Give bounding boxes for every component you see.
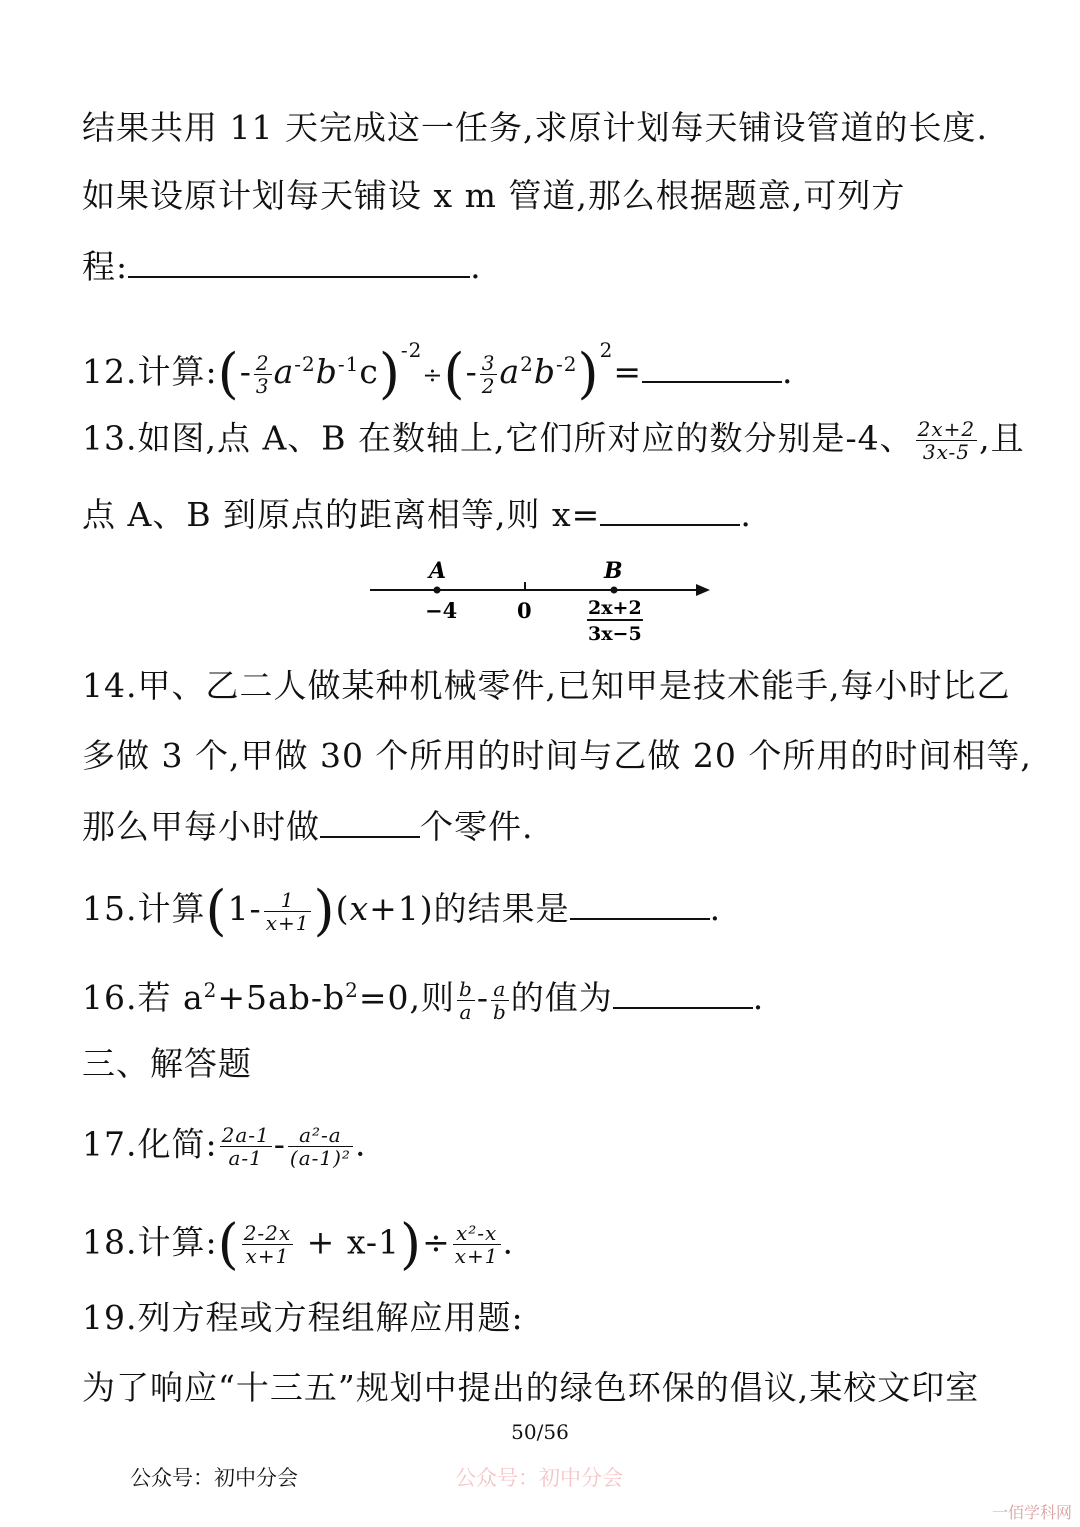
q18-frac-2: [453, 1222, 501, 1267]
question-16: 16.若 $a^2+5ab-b^2=0$,则 $\frac{b}{a}$ - $\frac{a}{b}$ 的值为 .: [82, 976, 765, 1024]
tick-label-zero: 0: [517, 598, 532, 623]
text-line-3-label: 程:: [82, 247, 129, 286]
text-line-3: 程: .: [82, 247, 482, 286]
q13-frac-den: 3x-5: [922, 440, 970, 464]
answer-blank-14: [320, 806, 420, 838]
q17-frac-2-num: a²-a: [288, 1124, 353, 1147]
q16-frac-2-num: a: [491, 978, 509, 1001]
q13b-text: 点 A、B 到原点的距离相等,则 x=: [82, 495, 601, 534]
corner-watermark: 一佰学科网: [991, 1503, 1072, 1522]
text-line-2: 如果设原计划每天铺设 x m 管道,那么根据题意,可列方: [82, 176, 906, 215]
q13-frac: [916, 418, 978, 463]
label-a: A: [429, 558, 447, 584]
q15-frac: [264, 889, 312, 934]
q12-frac-2: [480, 352, 498, 397]
point-a: [434, 587, 441, 594]
q18-frac-1-den: x+1: [245, 1244, 290, 1268]
q15-suffix: 的结果是: [433, 889, 570, 928]
question-15: 15.计算(1- $\frac{1}{x+1}$ )(x+1)的结果是 .: [82, 879, 722, 942]
text-line-1: 结果共用 11 天完成这一任务,求原计划每天铺设管道的长度.: [82, 108, 988, 147]
q14c-prefix: 那么甲每小时做: [82, 807, 320, 846]
question-13-line-2: 点 A、B 到原点的距离相等,则 x= .: [82, 495, 752, 534]
question-19: 19.列方程或方程组解应用题:: [82, 1298, 524, 1337]
question-14-line-2: 多做 3 个,甲做 30 个所用的时间与乙做 20 个所用的时间相等,: [82, 736, 1032, 775]
answer-blank-16: [613, 977, 753, 1009]
q18-frac-2-den: x+1: [454, 1244, 499, 1268]
q16-frac-1-num: b: [459, 976, 473, 1001]
q14c-suffix: 个零件.: [420, 807, 534, 846]
q15-frac-den: x+1: [265, 910, 310, 935]
q17-frac-1: [220, 1124, 272, 1169]
answer-blank-12: [642, 351, 782, 383]
q12-frac-1: [254, 352, 272, 397]
question-12: 12.计算:(- $\frac{2}{3}$ $a^{-2}b^{-1}c)^{-2}\div(-$ $\frac{3}{2}$ $a^2b^{-2})^2=$ .: [82, 338, 794, 405]
q16-frac-2: [491, 978, 509, 1023]
q17-frac-1-num: 2a-1: [221, 1123, 270, 1147]
q18-prefix: 18.计算:: [82, 1222, 218, 1262]
q16-frac-1: [457, 978, 475, 1023]
q16-prefix: 16.若 a: [82, 978, 204, 1017]
q13-prefix: 13.如图,点 A、B 在数轴上,它们所对应的数分别是-4、: [82, 418, 914, 458]
footer-account-left: 公众号：初中分会: [130, 1466, 298, 1490]
question-14-line-1: 14.甲、乙二人做某种机械零件,已知甲是技术能手,每小时比乙: [82, 666, 1011, 705]
answer-blank-11: [128, 246, 470, 278]
q18-frac-1: [242, 1222, 294, 1267]
q16-mid: 的值为: [510, 978, 613, 1017]
label-b: B: [604, 558, 623, 584]
q17-frac-1-den: a-1: [228, 1146, 263, 1170]
question-19-text: 为了响应“十三五”规划中提出的绿色环保的倡议,某校文印室: [82, 1368, 980, 1407]
number-line-figure: [360, 552, 720, 652]
q12-frac-2-num: 3: [481, 350, 496, 375]
tick-label-b-num: 2x+2: [588, 597, 642, 619]
q12-prefix: 12.计算:: [82, 352, 218, 391]
q12-frac-2-den: 2: [481, 373, 496, 398]
point-b: [611, 587, 618, 594]
q12-frac-1-den: 3: [255, 373, 270, 398]
footer-account-watermark: 公众号：初中分会: [455, 1466, 623, 1490]
q17-frac-2: [288, 1124, 353, 1169]
question-17: 17.化简: $\frac{2a-1}{a-1}$ - $\frac{\text{a²-a}}{\text{(a-1)²}}$ .: [82, 1123, 367, 1170]
tick-label-b-den: 3x−5: [588, 623, 642, 645]
q13-suffix: ,且: [979, 418, 1025, 458]
q17-frac-2-den: (a-1)²: [289, 1146, 351, 1170]
answer-blank-15: [570, 888, 710, 920]
question-14-line-3: [82, 806, 534, 847]
number-line-arrow: [696, 584, 710, 596]
question-13-line-1: [82, 418, 1025, 463]
question-18: 18.计算:( $\frac{2-2x}{x+1}$ + x-1)÷ $\frac{\text{x²-x}}{x+1}$ .: [82, 1212, 514, 1276]
q16-frac-1-den: a: [459, 999, 473, 1024]
section-heading-3: 三、解答题: [82, 1044, 252, 1083]
answer-blank-13: [600, 494, 740, 526]
q16-frac-2-den: b: [492, 999, 507, 1024]
q12-frac-1-num: 2: [255, 350, 270, 375]
q15-frac-num: 1: [264, 889, 312, 912]
page-number: 50/56: [511, 1420, 569, 1444]
q18-frac-1-num: 2-2x: [243, 1221, 292, 1245]
q15-prefix: 15.计算: [82, 889, 206, 928]
q18-frac-2-num: x²-x: [453, 1222, 501, 1245]
tick-label-a: −4: [425, 598, 458, 623]
q17-prefix: 17.化简:: [82, 1124, 218, 1164]
q13-frac-num: 2x+2: [917, 417, 976, 441]
